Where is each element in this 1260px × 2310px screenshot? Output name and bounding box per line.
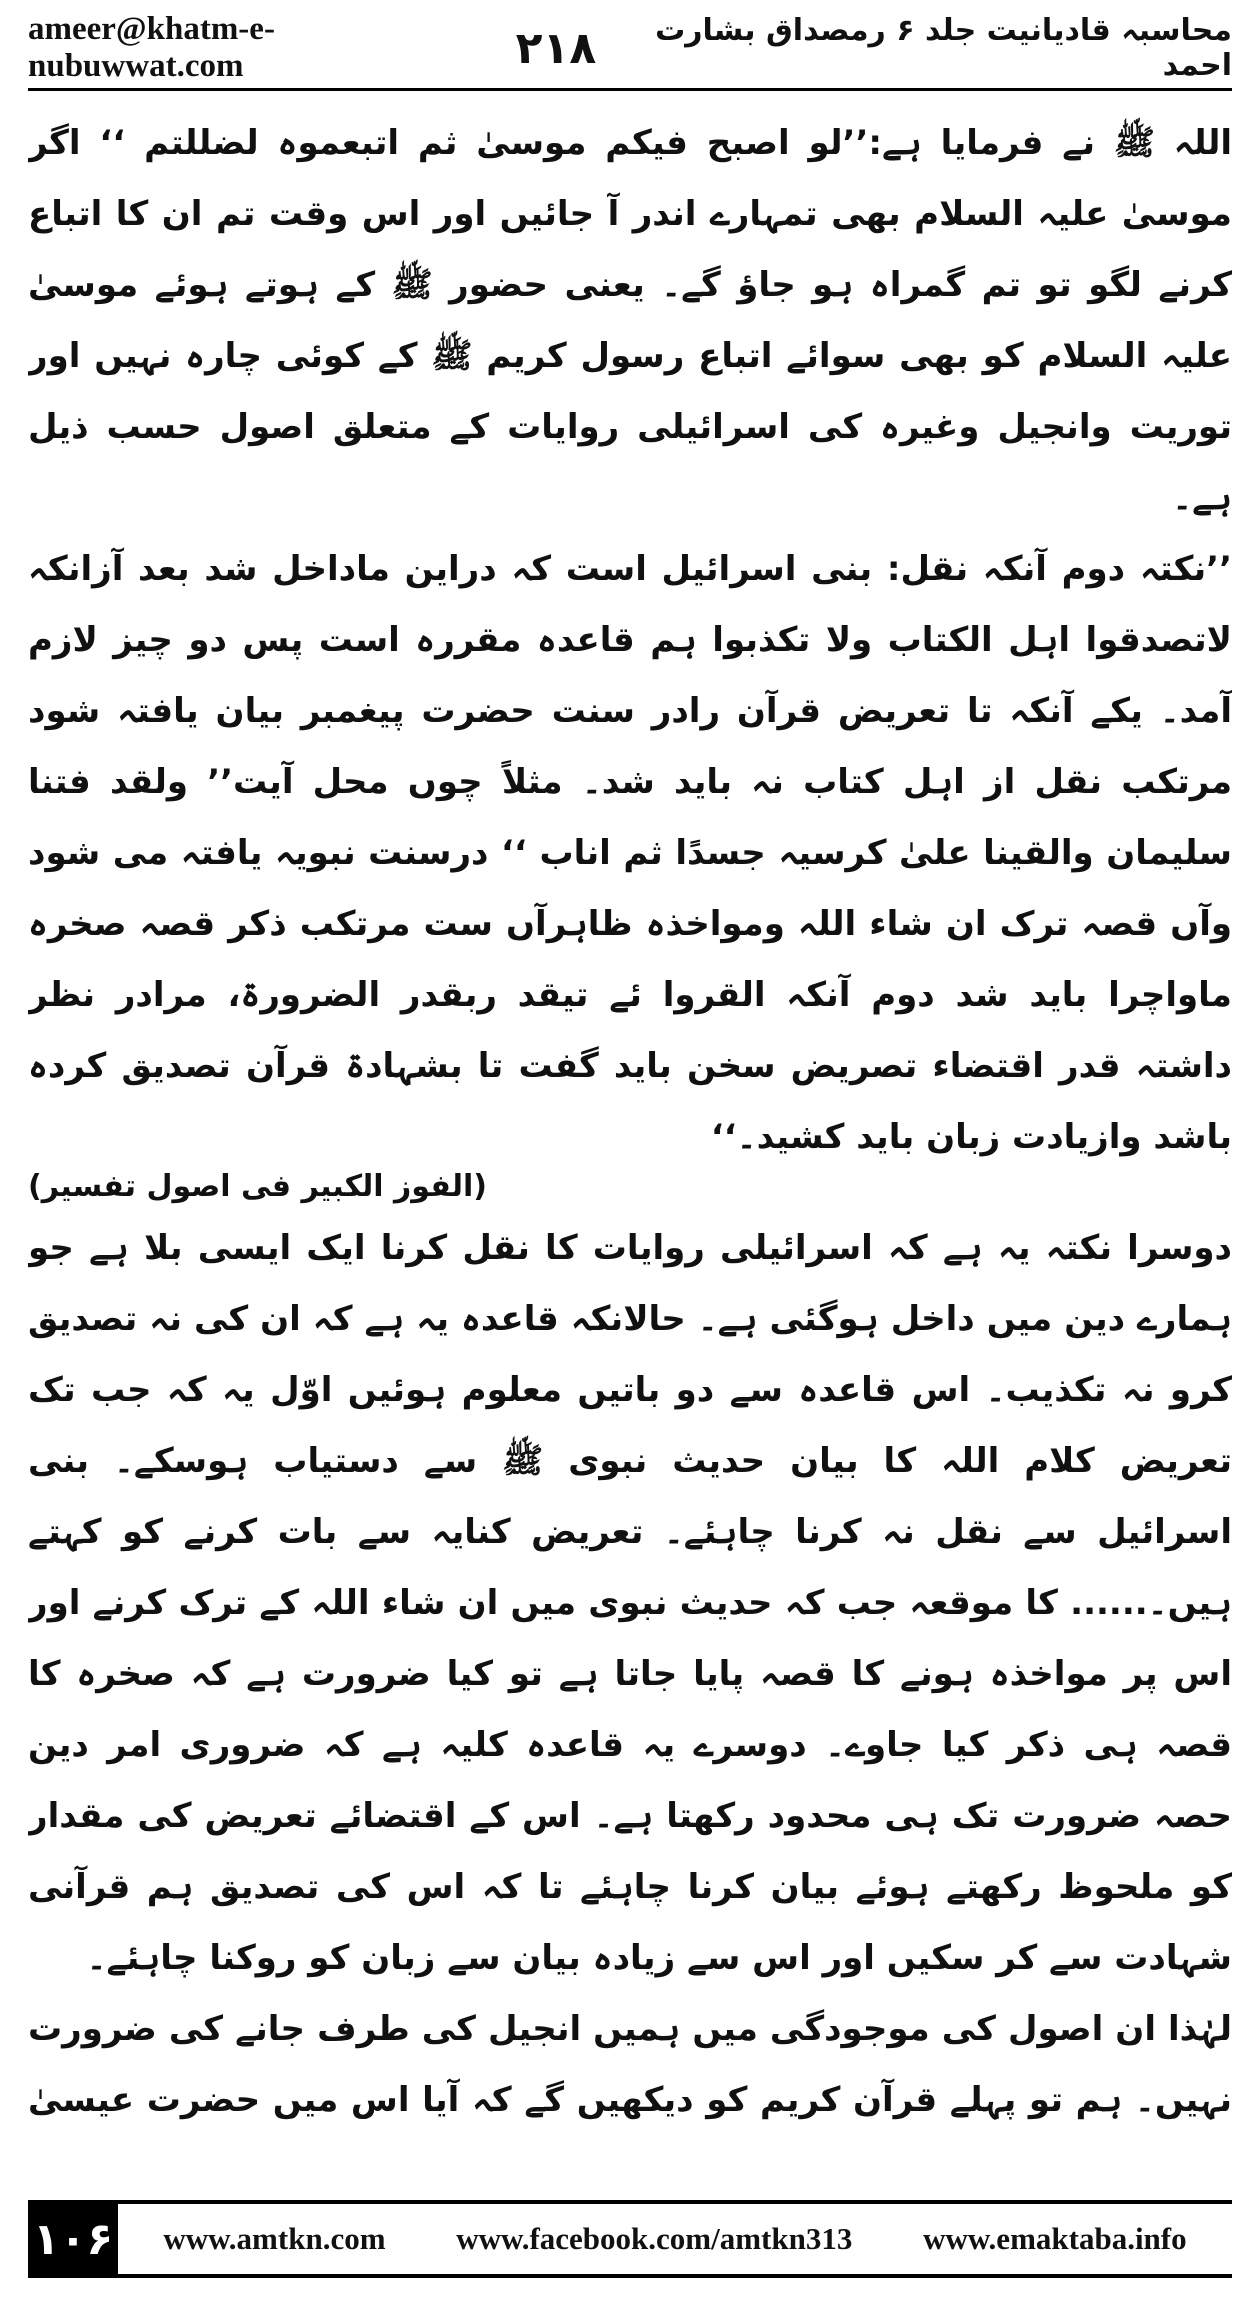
header-divider <box>28 88 1232 91</box>
footer-page-number: ۱۰۶ <box>28 2204 118 2274</box>
footer-link-emaktaba[interactable]: www.emaktaba.info <box>923 2221 1187 2256</box>
page-footer <box>28 2200 1232 2278</box>
page-header <box>28 11 1232 84</box>
footer-links <box>118 2204 1232 2274</box>
paragraph-4: لہٰذا ان اصول کی موجودگی میں ہمیں انجیل کی طرف جانے کی ضرورت نہیں۔ ہم تو پہلے قرآن کریم کو دیکھیں گے کہ آیا اس میں حضرت عیسیٰ <box>28 2009 1232 2120</box>
header-email: ameer@khatm-e-nubuwwat.com <box>28 11 275 84</box>
header-book-title: محاسبہ قادیانیت جلد ۶ رمصداق بشارت احمد <box>655 13 1232 83</box>
page-body <box>28 108 1232 2148</box>
paragraph-3: دوسرا نکتہ یہ ہے کہ اسرائیلی روایات کا نقل کرنا ایک ایسی بلا ہے جو ہمارے دین میں داخل ہوگئی ہے۔ حالانکہ قاعدہ یہ ہے کہ ان کی نہ تصدیق کرو نہ تکذیب۔ اس قاعدہ سے دو باتیں معلوم ہوئیں اوّل یہ کہ جب تک تعریض کلام اللہ کا بیان حدیث نبوی ﷺ سے دستیاب ہوسکے۔ بنی اسرائیل سے نقل نہ کرنا چاہئے۔ تعریض کنایہ سے بات کرنے کو کہتے ہیں۔...... کا موقعہ جب کہ حدیث نبوی میں ان شاء اللہ کے ترک کرنے اور اس پر مواخذہ ہونے کا قصہ پایا جاتا ہے تو کیا ضرورت ہے کہ صخرہ کا قصہ ہی ذکر کیا جاوے۔ دوسرے یہ قاعدہ کلیہ ہے کہ ضروری امر دین حصہ ضرورت تک ہی محدود رکھتا ہے۔ اس کے اقتضائے تعریض کی مقدار کو ملحوظ رکھتے ہوئے بیان کرنا چاہئے تا کہ اس کی تصدیق ہم قرآنی شہادت سے کر سکیں اور اس سے زیادہ بیان سے زبان کو روکنا چاہئے۔ <box>28 1228 1232 1978</box>
footer-link-facebook[interactable]: www.facebook.com/amtkn313 <box>456 2221 853 2256</box>
paragraph-2-persian-quote: ’’نکتہ دوم آنکہ نقل: بنی اسرائیل است کہ دراین ماداخل شد بعد آزانکہ لاتصدقوا اہل الکتاب ولا تکذبوا ہم قاعدہ مقررہ است پس دو چیز لازم آمد۔ یکے آنکہ تا تعریض قرآن رادر سنت حضرت پیغمبر بیان یافتہ شود مرتکب نقل از اہل کتاب نہ باید شد۔ مثلاً چوں محل آیت’’ ولقد فتنا سلیمان والقینا علیٰ کرسیہ جسدًا ثم اناب ‘‘ درسنت نبویہ یافتہ می شود وآں قصہ ترک ان شاء اللہ ومواخذہ ظاہرآں ست مرتکب ذکر قصہ صخرہ ماواچرا باید شد دوم آنکہ القروا ئے تیقد ربقدر الضرورۃ، مرادر نظر داشتہ قدر اقتضاء تصریض سخن باید گفت تا بشہادۃ قرآن تصدیق کردہ باشد وازیادت زبان باید کشید۔‘‘ <box>28 549 1232 1157</box>
paragraph-1: اللہ ﷺ نے فرمایا ہے:’’لو اصبح فیکم موسیٰ ثم اتبعموہ لضللتم ‘‘ اگر موسیٰ علیہ السلام بھی تمہارے اندر آ جائیں اور اس وقت تم ان کا اتباع کرنے لگو تو تم گمراہ ہو جاؤ گے۔ یعنی حضور ﷺ کے ہوتے ہوئے موسیٰ علیہ السلام کو بھی سوائے اتباع رسول کریم ﷺ کے کوئی چارہ نہیں اور توریت وانجیل وغیرہ کی اسرائیلی روایات کے متعلق اصول حسب ذیل ہے۔ <box>28 123 1232 518</box>
quote-reference: (الفوز الکبیر فی اصول تفسیر) <box>28 1169 487 1204</box>
header-page-number: ۲۱۸ <box>515 22 597 74</box>
footer-link-amtkn[interactable]: www.amtkn.com <box>163 2221 386 2256</box>
